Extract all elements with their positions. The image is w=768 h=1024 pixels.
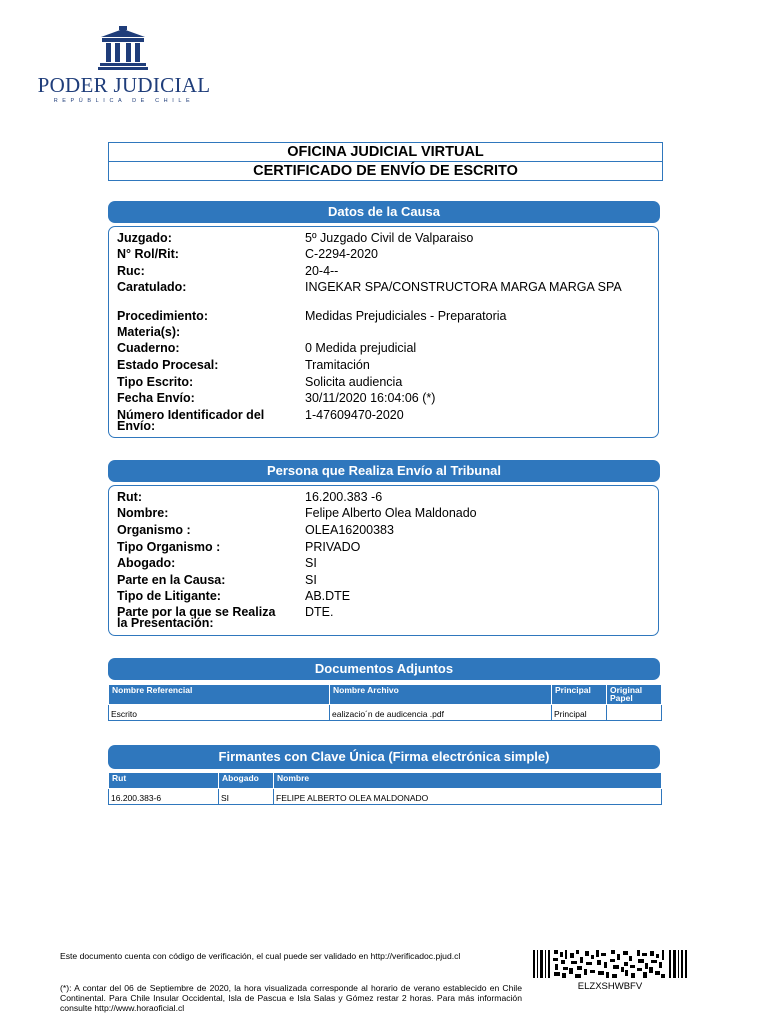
field-label: Caratulado: [117,280,187,294]
table-cell: FELIPE ALBERTO OLEA MALDONADO [274,789,662,805]
field-label: Parte en la Causa: [117,573,226,587]
field-label: Organismo : [117,523,191,537]
field-value: 1-47609470-2020 [305,408,404,422]
field-value: PRIVADO [305,540,361,554]
column-header: Nombre Archivo [330,685,552,705]
field-value: C-2294-2020 [305,247,378,261]
field-value: Solicita audiencia [305,375,403,389]
table-header-row [109,685,662,705]
field-value: SI [305,556,317,570]
field-label: N° Rol/Rit: [117,247,179,261]
time-note: (*): A contar del 06 de Septiembre de 2020, la hora visualizada corresponde al horario de verano establecido en Chile Continental. Para Chile Insular Occidental, Isla de Pascua e Isla Salas y Gómez restar 2 horas. Para más información consulte http://www.horaoficial.cl [60,983,522,1013]
field-value: 30/11/2020 16:04:06 (*) [305,391,436,405]
field-label: Tipo Escrito: [117,375,194,389]
firmantes-table [108,772,662,805]
field-value: SI [305,573,317,587]
field-value: 16.200.383 -6 [305,490,383,504]
column-header: Nombre [274,773,662,789]
field-value: 20-4-- [305,264,339,278]
verification-text: Este documento cuenta con código de verificación, el cual puede ser validado en http://verificadoc.pjud.cl [60,951,461,961]
field-value: AB.DTE [305,589,351,603]
causa-heading: Datos de la Causa [108,201,660,223]
field-label: Juzgado: [117,231,172,245]
table-cell: SI [219,789,274,805]
courthouse-icon [98,26,148,70]
field-value: OLEA16200383 [305,523,394,537]
field-value: Felipe Alberto Olea Maldonado [305,506,477,520]
field-value: Medidas Prejudiciales - Preparatoria [305,309,507,323]
field-label: Nombre: [117,506,169,520]
field-label: Abogado: [117,556,176,570]
verification-code: ELZXSHWBFV [577,981,643,992]
org-subtitle: REPÚBLICA DE CHILE [53,98,195,104]
table-cell: 16.200.383-6 [109,789,219,805]
field-label: Cuaderno: [117,341,180,355]
table-cell [607,705,662,721]
attachment-link[interactable]: ealizacio´n de audicencia .pdf [330,705,552,721]
persona-box [108,485,659,636]
field-value: 0 Medida prejudicial [305,341,417,355]
table-header-row [109,773,662,789]
table-cell: Principal [552,705,607,721]
field-label: Número Identificador del Envío: [117,408,265,433]
field-label: Tipo Organismo : [117,540,221,554]
persona-heading: Persona que Realiza Envío al Tribunal [108,460,660,482]
poder-judicial-logo [36,26,212,104]
document-title-box [108,142,663,181]
field-label: Tipo de Litigante: [117,589,221,603]
page-subtitle: CERTIFICADO DE ENVÍO DE ESCRITO [109,161,662,180]
field-value: INGEKAR SPA/CONSTRUCTORA MARGA MARGA SPA [305,280,622,294]
org-name: PODER JUDICIAL [37,73,211,97]
barcode-icon [533,950,687,978]
field-label: Parte por la que se Realiza la Presentación: [117,605,276,630]
field-value: DTE. [305,605,334,619]
field-label: Estado Procesal: [117,358,219,372]
field-value: Tramitación [305,358,370,372]
firmantes-heading: Firmantes con Clave Única (Firma electrónica simple) [108,745,660,769]
causa-box [108,226,659,438]
field-label: Fecha Envío: [117,391,195,405]
table-row [109,705,662,721]
column-header: Abogado [219,773,274,789]
column-header: Original Papel [607,685,662,705]
field-value: 5º Juzgado Civil de Valparaiso [305,231,474,245]
field-label: Materia(s): [117,325,181,339]
documentos-heading: Documentos Adjuntos [108,658,660,680]
field-label: Procedimiento: [117,309,208,323]
documentos-table [108,684,662,721]
page-title: OFICINA JUDICIAL VIRTUAL [287,144,484,160]
field-label: Ruc: [117,264,145,278]
field-label: Rut: [117,490,142,504]
column-header: Principal [552,685,607,705]
table-cell: Escrito [109,705,330,721]
column-header: Rut [109,773,219,789]
column-header: Nombre Referencial [109,685,330,705]
table-row [109,789,662,805]
